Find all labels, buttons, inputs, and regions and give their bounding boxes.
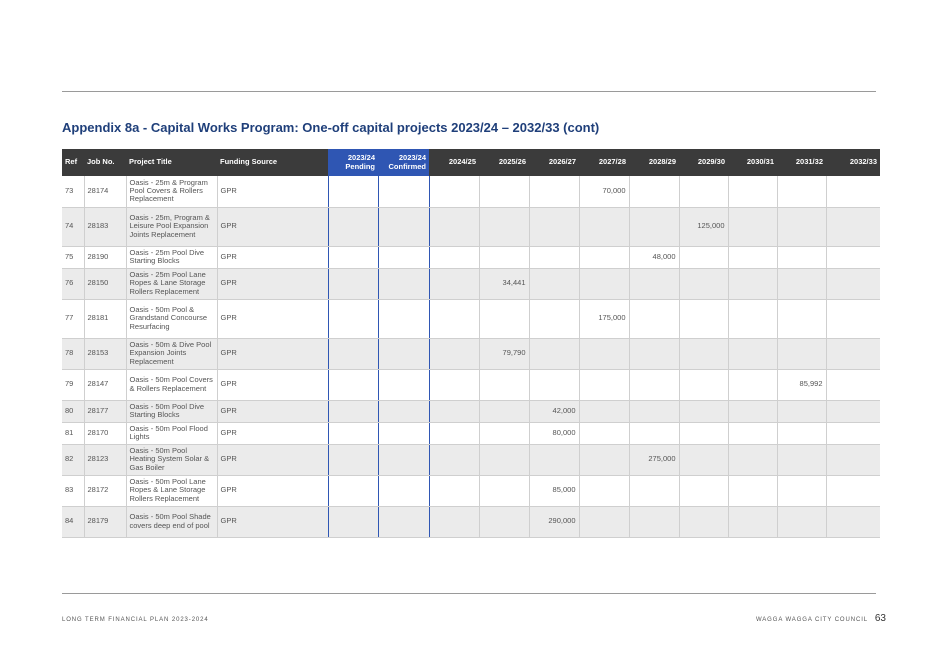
project-title-cell: Oasis - 25m Pool Lane Ropes & Lane Storage Rollers Replacement [126,268,217,299]
y2029-30-cell [679,475,728,506]
y2032-33-cell [826,422,880,444]
ref-cell: 84 [62,506,84,537]
y2029-30-cell: 125,000 [679,207,728,246]
y2027-28-cell [579,506,629,537]
table-row [62,422,880,444]
y2026-27-cell: 290,000 [529,506,579,537]
col-2025-26-header: 2025/26 [479,149,529,176]
confirmed-cell [378,444,429,475]
job-number-cell: 28181 [84,299,126,338]
y2024-25-cell [429,400,479,422]
y2024-25-cell [429,422,479,444]
y2028-29-cell [629,176,679,207]
pending-year: 2023/24 [347,153,375,162]
y2028-29-cell [629,506,679,537]
y2029-30-cell [679,422,728,444]
y2032-33-cell [826,475,880,506]
table-row [62,444,880,475]
col-2027-28-header: 2027/28 [579,149,629,176]
col-ref-header: Ref [62,149,84,176]
y2030-31-cell [728,299,777,338]
table-row [62,299,880,338]
y2025-26-cell: 34,441 [479,268,529,299]
y2025-26-cell [479,299,529,338]
job-number-cell: 28153 [84,338,126,369]
confirmed-cell [378,207,429,246]
project-title-cell: Oasis - 25m & Program Pool Covers & Rollers Replacement [126,176,217,207]
job-number-cell: 28123 [84,444,126,475]
y2029-30-cell [679,506,728,537]
confirmed-cell [378,422,429,444]
table-row [62,246,880,268]
table-row [62,176,880,207]
y2030-31-cell [728,207,777,246]
y2027-28-cell: 175,000 [579,299,629,338]
col-job-header: Job No. [84,149,126,176]
confirmed-cell [378,338,429,369]
project-title-cell: Oasis - 50m Pool Covers & Rollers Replacement [126,369,217,400]
y2029-30-cell [679,369,728,400]
funding-source-cell: GPR [217,176,328,207]
y2025-26-cell [479,475,529,506]
y2032-33-cell [826,246,880,268]
ref-cell: 78 [62,338,84,369]
project-title-cell: Oasis - 50m Pool Dive Starting Blocks [126,400,217,422]
y2027-28-cell [579,400,629,422]
col-2026-27-header: 2026/27 [529,149,579,176]
y2030-31-cell [728,176,777,207]
col-2029-30-header: 2029/30 [679,149,728,176]
job-number-cell: 28190 [84,246,126,268]
y2027-28-cell: 70,000 [579,176,629,207]
y2032-33-cell [826,506,880,537]
y2024-25-cell [429,506,479,537]
col-2030-31-header: 2030/31 [728,149,777,176]
y2028-29-cell [629,400,679,422]
table-row [62,268,880,299]
pending-cell [328,338,378,369]
funding-source-cell: GPR [217,207,328,246]
y2032-33-cell [826,299,880,338]
y2026-27-cell: 42,000 [529,400,579,422]
col-pending-header [328,149,378,176]
funding-source-cell: GPR [217,338,328,369]
funding-source-cell: GPR [217,422,328,444]
y2029-30-cell [679,268,728,299]
y2027-28-cell [579,268,629,299]
project-title-cell: Oasis - 50m & Dive Pool Expansion Joints Replacement [126,338,217,369]
y2028-29-cell: 275,000 [629,444,679,475]
job-number-cell: 28172 [84,475,126,506]
y2025-26-cell [479,369,529,400]
y2030-31-cell [728,444,777,475]
pending-cell [328,506,378,537]
y2031-32-cell [777,338,826,369]
y2031-32-cell [777,444,826,475]
y2024-25-cell [429,444,479,475]
table-row [62,475,880,506]
bottom-divider [62,593,876,594]
table-row [62,207,880,246]
table-row [62,338,880,369]
top-divider [62,91,876,92]
funding-source-cell: GPR [217,506,328,537]
pending-cell [328,176,378,207]
col-project-header: Project Title [126,149,217,176]
y2024-25-cell [429,246,479,268]
ref-cell: 74 [62,207,84,246]
y2027-28-cell [579,338,629,369]
y2026-27-cell [529,268,579,299]
pending-cell [328,422,378,444]
job-number-cell: 28150 [84,268,126,299]
col-2024-25-header: 2024/25 [429,149,479,176]
y2032-33-cell [826,207,880,246]
y2027-28-cell [579,207,629,246]
y2030-31-cell [728,268,777,299]
y2030-31-cell [728,369,777,400]
ref-cell: 83 [62,475,84,506]
pending-label: Pending [345,161,375,171]
table-row [62,400,880,422]
y2031-32-cell [777,207,826,246]
y2024-25-cell [429,338,479,369]
funding-source-cell: GPR [217,369,328,400]
y2031-32-cell [777,400,826,422]
pending-cell [328,369,378,400]
job-number-cell: 28174 [84,176,126,207]
y2028-29-cell: 48,000 [629,246,679,268]
y2032-33-cell [826,268,880,299]
col-2031-32-header: 2031/32 [777,149,826,176]
y2028-29-cell [629,299,679,338]
pending-cell [328,268,378,299]
funding-source-cell: GPR [217,246,328,268]
y2028-29-cell [629,475,679,506]
y2030-31-cell [728,400,777,422]
y2030-31-cell [728,422,777,444]
y2027-28-cell [579,246,629,268]
pending-cell [328,246,378,268]
table-row [62,369,880,400]
y2026-27-cell [529,176,579,207]
y2028-29-cell [629,268,679,299]
y2031-32-cell [777,299,826,338]
y2031-32-cell [777,268,826,299]
y2031-32-cell [777,422,826,444]
table-body [62,176,880,537]
y2031-32-cell [777,246,826,268]
y2030-31-cell [728,506,777,537]
y2024-25-cell [429,207,479,246]
confirmed-cell [378,176,429,207]
ref-cell: 76 [62,268,84,299]
col-funding-header: Funding Source [217,149,328,176]
y2032-33-cell [826,338,880,369]
footer-organisation: WAGGA WAGGA CITY COUNCIL [755,617,868,623]
confirmed-year: 2023/24 [398,153,426,162]
y2024-25-cell [429,369,479,400]
y2029-30-cell [679,299,728,338]
ref-cell: 79 [62,369,84,400]
page-number: 63 [874,613,886,624]
funding-source-cell: GPR [217,299,328,338]
y2025-26-cell [479,422,529,444]
y2029-30-cell [679,444,728,475]
confirmed-cell [378,268,429,299]
project-title-cell: Oasis - 50m Pool Shade covers deep end of pool [126,506,217,537]
job-number-cell: 28170 [84,422,126,444]
y2028-29-cell [629,422,679,444]
y2029-30-cell [679,400,728,422]
ref-cell: 75 [62,246,84,268]
y2032-33-cell [826,176,880,207]
y2028-29-cell [629,369,679,400]
y2025-26-cell [479,176,529,207]
y2031-32-cell: 85,992 [777,369,826,400]
y2032-33-cell [826,444,880,475]
confirmed-cell [378,475,429,506]
table-row [62,506,880,537]
y2027-28-cell [579,369,629,400]
pending-cell [328,299,378,338]
y2025-26-cell: 79,790 [479,338,529,369]
y2026-27-cell [529,338,579,369]
y2026-27-cell [529,444,579,475]
y2025-26-cell [479,246,529,268]
confirmed-cell [378,506,429,537]
ref-cell: 77 [62,299,84,338]
y2025-26-cell [479,444,529,475]
y2026-27-cell [529,369,579,400]
pending-cell [328,207,378,246]
y2028-29-cell [629,338,679,369]
funding-source-cell: GPR [217,475,328,506]
ref-cell: 81 [62,422,84,444]
y2026-27-cell [529,299,579,338]
project-title-cell: Oasis - 50m Pool Flood Lights [126,422,217,444]
footer-document-title: LONG TERM FINANCIAL PLAN 2023-2024 [62,617,209,623]
y2025-26-cell [479,400,529,422]
capital-works-table [62,149,880,538]
project-title-cell: Oasis - 50m Pool Heating System Solar & Gas Boiler [126,444,217,475]
y2027-28-cell [579,475,629,506]
job-number-cell: 28177 [84,400,126,422]
confirmed-label: Confirmed [388,161,426,171]
y2031-32-cell [777,506,826,537]
job-number-cell: 28183 [84,207,126,246]
confirmed-cell [378,400,429,422]
job-number-cell: 28147 [84,369,126,400]
y2032-33-cell [826,400,880,422]
y2029-30-cell [679,338,728,369]
y2027-28-cell [579,422,629,444]
y2026-27-cell [529,246,579,268]
funding-source-cell: GPR [217,400,328,422]
y2029-30-cell [679,176,728,207]
col-2032-33-header: 2032/33 [826,149,880,176]
y2024-25-cell [429,176,479,207]
y2032-33-cell [826,369,880,400]
job-number-cell: 28179 [84,506,126,537]
y2031-32-cell [777,475,826,506]
y2030-31-cell [728,338,777,369]
project-title-cell: Oasis - 50m Pool Lane Ropes & Lane Storage Rollers Replacement [126,475,217,506]
y2030-31-cell [728,475,777,506]
y2026-27-cell: 80,000 [529,422,579,444]
confirmed-cell [378,246,429,268]
funding-source-cell: GPR [217,444,328,475]
confirmed-cell [378,369,429,400]
page-title: Appendix 8a - Capital Works Program: One-off capital projects 2023/24 – 2032/33 (cont) [62,120,600,135]
y2029-30-cell [679,246,728,268]
project-title-cell: Oasis - 25m, Program & Leisure Pool Expansion Joints Replacement [126,207,217,246]
y2025-26-cell [479,506,529,537]
col-confirmed-header [378,149,429,176]
col-2028-29-header: 2028/29 [629,149,679,176]
ref-cell: 82 [62,444,84,475]
ref-cell: 80 [62,400,84,422]
y2026-27-cell: 85,000 [529,475,579,506]
pending-cell [328,400,378,422]
pending-cell [328,475,378,506]
y2024-25-cell [429,268,479,299]
y2028-29-cell [629,207,679,246]
pending-cell [328,444,378,475]
y2026-27-cell [529,207,579,246]
funding-source-cell: GPR [217,268,328,299]
project-title-cell: Oasis - 25m Pool Dive Starting Blocks [126,246,217,268]
y2024-25-cell [429,299,479,338]
project-title-cell: Oasis - 50m Pool & Grandstand Concourse Resurfacing [126,299,217,338]
y2025-26-cell [479,207,529,246]
y2024-25-cell [429,475,479,506]
y2027-28-cell [579,444,629,475]
ref-cell: 73 [62,176,84,207]
y2031-32-cell [777,176,826,207]
y2030-31-cell [728,246,777,268]
confirmed-cell [378,299,429,338]
table-header-row [62,149,880,176]
